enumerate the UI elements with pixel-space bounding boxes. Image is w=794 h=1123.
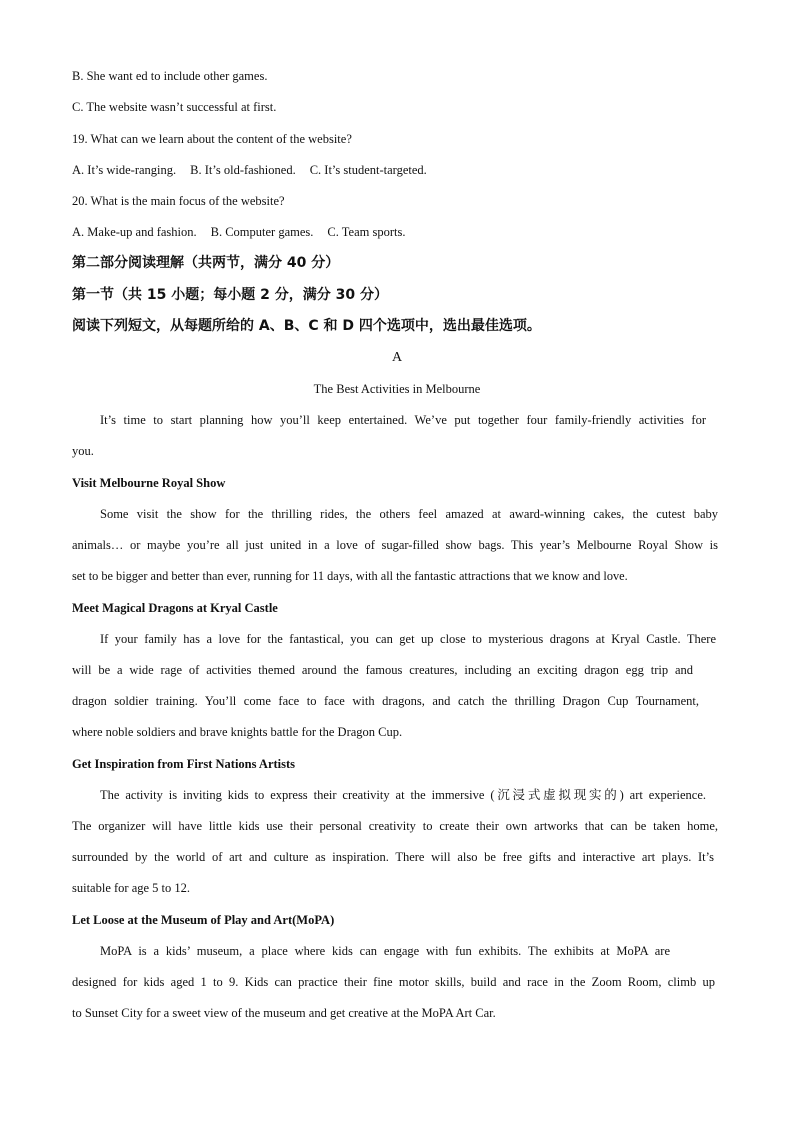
part-title: 第二部分阅读理解（共两节，满分 40 分） (72, 255, 340, 271)
intro-line: It’s time to start planning how you’ll keep entertained. We’ve put together four family-friendly activities for (100, 413, 706, 427)
option-20a: A. Make-up and fashion. (72, 225, 197, 239)
paragraph-line: will be a wide rage of activities themed around the famous creatures, including an exciting dragon egg trip and (72, 663, 693, 677)
section-heading: Let Loose at the Museum of Play and Art(MoPA) (72, 913, 335, 927)
sub-title: 第一节（共 15 小题；每小题 2 分，满分 30 分） (72, 287, 388, 303)
paragraph-line: animals… or maybe you’re all just united in a love of sugar-filled show bags. This year’s Melbourne Royal Show is (72, 538, 718, 552)
option-19a: A. It’s wide-ranging. (72, 163, 177, 177)
question-19-stem: 19. What can we learn about the content of the website? (72, 132, 352, 146)
question-19-options (72, 162, 722, 178)
option-19c: C. It’s student-targeted. (309, 163, 427, 177)
paragraph-line: If your family has a love for the fantastical, you can get up close to mysterious dragons at Kryal Castle. There (100, 632, 716, 646)
instruction: 阅读下列短文，从每题所给的 A、B、C 和 D 四个选项中，选出最佳选项。 (72, 318, 541, 334)
paragraph-line: to Sunset City for a sweet view of the museum and get creative at the MoPA Art Car. (72, 1006, 496, 1020)
option-18b: B. She want ed to include other games. (72, 69, 268, 83)
paragraph-line: where noble soldiers and brave knights battle for the Dragon Cup. (72, 725, 403, 739)
option-20b: B. Computer games. (210, 225, 314, 239)
passage-title: The Best Activities in Melbourne (313, 382, 481, 396)
section-heading: Get Inspiration from First Nations Artists (72, 757, 296, 771)
passage-letter: A (391, 350, 403, 365)
paragraph-line: MoPA is a kids’ museum, a place where kids can engage with fun exhibits. The exhibits at MoPA are (100, 944, 670, 958)
question-20-stem: 20. What is the main focus of the website? (72, 194, 285, 208)
option-18c: C. The website wasn’t successful at first. (72, 100, 277, 114)
paragraph-line: dragon soldier training. You’ll come face to face with dragons, and catch the thrilling Dragon Cup Tournament, (72, 694, 699, 708)
question-20-options (72, 224, 722, 240)
paragraph-line: suitable for age 5 to 12. (72, 881, 191, 895)
paragraph-line: The activity is inviting kids to express their creativity at the immersive (沉浸式虚拟现实的) art experience. (100, 788, 706, 802)
section-heading: Visit Melbourne Royal Show (72, 476, 226, 490)
paragraph-line: Some visit the show for the thrilling rides, the others feel amazed at award-winning cakes, the cutest baby (100, 507, 718, 521)
paragraph-line: The organizer will have little kids use their personal creativity to create their own artworks that can be taken home, (72, 819, 718, 833)
paragraph-line: set to be bigger and better than ever, running for 11 days, with all the fantastic attractions that we know and love. (72, 569, 628, 583)
section-heading: Meet Magical Dragons at Kryal Castle (72, 601, 278, 615)
option-20c: C. Team sports. (327, 225, 406, 239)
paragraph-line: surrounded by the world of art and culture as inspiration. There will also be free gifts and interactive art plays. It’s (72, 850, 714, 864)
paragraph-line: designed for kids aged 1 to 9. Kids can practice their fine motor skills, build and race in the Zoom Room, climb up (72, 975, 715, 989)
intro-line: you. (72, 444, 94, 458)
option-19b: B. It’s old-fashioned. (190, 163, 296, 177)
